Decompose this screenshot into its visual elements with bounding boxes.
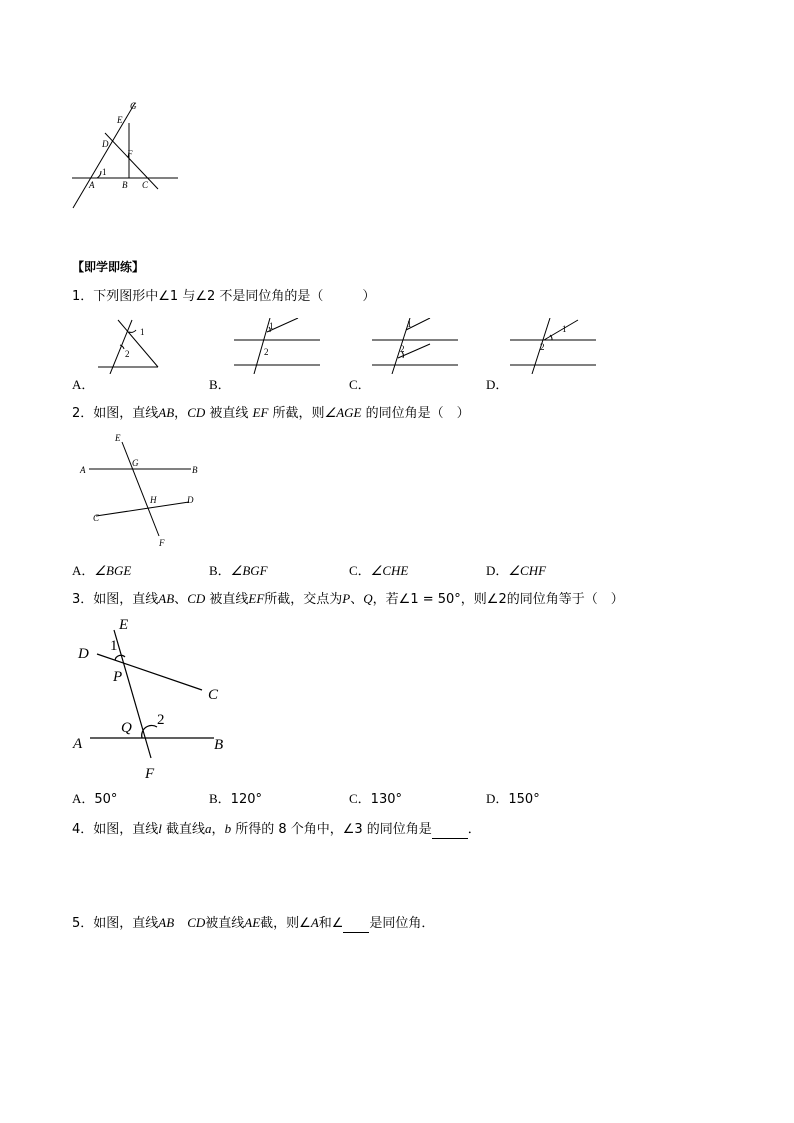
q1-option-c[interactable]: C．	[349, 377, 371, 392]
svg-text:D: D	[78, 646, 89, 662]
svg-text:H: H	[150, 495, 157, 505]
label-e: E	[117, 115, 123, 125]
line-dc	[105, 133, 158, 189]
q1-option-a[interactable]: A．	[72, 377, 95, 392]
q2-option-b[interactable]: B．∠BGF	[209, 563, 268, 578]
q3-option-b[interactable]: B．120°	[209, 791, 262, 807]
svg-text:A: A	[73, 736, 83, 752]
label-f: F	[127, 149, 133, 159]
q3-option-c[interactable]: C．130°	[349, 791, 402, 807]
svg-text:2: 2	[540, 342, 545, 352]
svg-text:C: C	[93, 513, 100, 523]
q1-option-d[interactable]: D．	[486, 377, 509, 392]
angle-1-arc	[97, 171, 101, 178]
label-g: G	[130, 101, 137, 111]
q1-figure-d	[508, 318, 598, 374]
svg-text:2: 2	[157, 712, 165, 728]
q1-figure-b	[232, 318, 322, 374]
q2-option-d[interactable]: D．∠CHF	[486, 563, 547, 578]
svg-text:2: 2	[264, 347, 269, 357]
svg-text:F: F	[159, 538, 165, 548]
label-angle-1: 1	[102, 167, 107, 177]
svg-text:D: D	[187, 495, 194, 505]
q3-option-d[interactable]: D．150°	[486, 791, 540, 807]
q1-stem: 1．下列图形中∠1 与∠2 不是同位角的是（ ）	[72, 289, 376, 304]
q3-stem: 3．如图，直线AB、CD 被直线EF所截，交点为P、Q，若∠1 = 50°，则∠2的同位角等于（ ）	[72, 591, 624, 607]
q1-figure-a	[92, 318, 162, 374]
q3-figure	[70, 612, 240, 784]
q1-option-b[interactable]: B．	[209, 377, 231, 392]
svg-text:B: B	[192, 465, 198, 475]
svg-text:P: P	[113, 669, 123, 685]
svg-text:1: 1	[407, 319, 412, 329]
section-title: 【即学即练】	[72, 260, 145, 274]
label-b: B	[122, 180, 128, 190]
label-c: C	[142, 180, 149, 190]
svg-text:F: F	[145, 766, 155, 782]
q3-option-a[interactable]: A．50°	[72, 791, 118, 807]
q2-figure	[75, 430, 210, 550]
label-a: A	[89, 180, 95, 190]
svg-text:A: A	[80, 465, 86, 475]
svg-text:2: 2	[400, 344, 405, 354]
svg-text:E: E	[115, 433, 121, 443]
svg-text:1: 1	[140, 327, 145, 337]
q2-option-c[interactable]: C．∠CHE	[349, 563, 409, 578]
svg-text:C: C	[208, 687, 219, 703]
svg-text:1: 1	[562, 324, 567, 334]
q4-answer-blank[interactable]	[432, 824, 468, 839]
svg-text:Q: Q	[121, 720, 132, 736]
svg-text:E: E	[119, 617, 129, 633]
svg-text:2: 2	[125, 349, 130, 359]
q5-answer-blank[interactable]	[343, 918, 369, 933]
top-figure	[60, 95, 190, 215]
q2-option-a[interactable]: A．∠BGE	[72, 563, 132, 578]
q3-angle-1-arc	[115, 655, 125, 660]
q4-stem: 4．如图，直线l 截直线a，b 所得的 8 个角中，∠3 的同位角是 ．	[72, 821, 481, 837]
svg-text:B: B	[214, 737, 224, 753]
q5-stem: 5．如图，直线AB CD被直线AE截，则∠A和∠ 是同位角．	[72, 915, 435, 931]
label-d: D	[102, 139, 109, 149]
svg-text:G: G	[132, 458, 139, 468]
svg-text:1: 1	[110, 638, 118, 654]
q2-stem: 2．如图，直线AB，CD 被直线 EF 所截，则∠AGE 的同位角是（ ）	[72, 405, 470, 421]
q1-figure-c	[370, 318, 460, 374]
svg-text:1: 1	[269, 321, 274, 331]
